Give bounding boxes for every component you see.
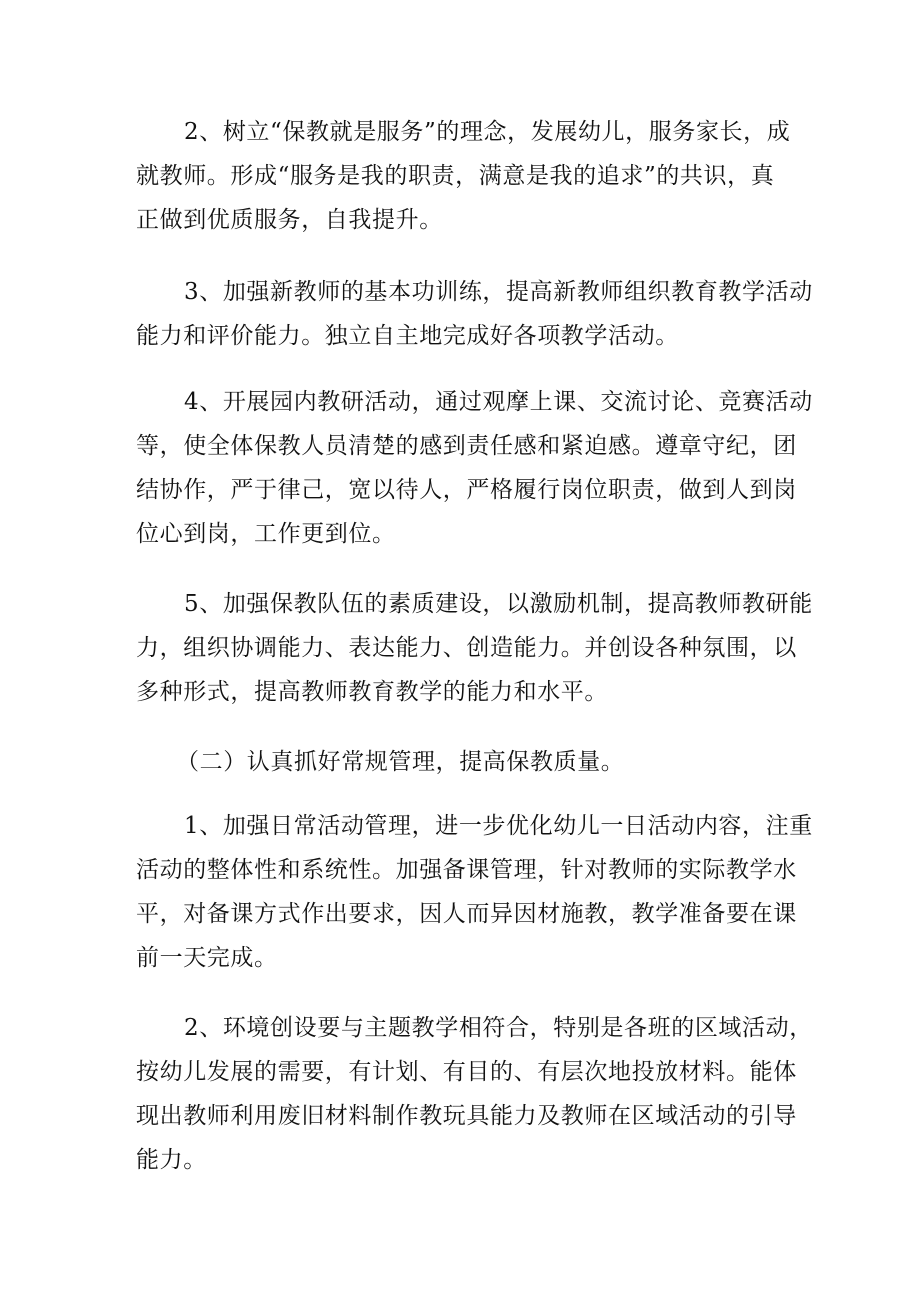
paragraph-item-4-teaching-research: [136, 380, 813, 556]
paragraph-item-3-new-teacher-training: [136, 270, 813, 358]
text-line: 4、开展园内教研活动，通过观摩上课、交流讨论、竞赛活动: [184, 389, 813, 415]
text-line: 平，对备课方式作出要求，因人而异因材施教，教学准备要在课: [136, 901, 797, 927]
text-line: 按幼儿发展的需要，有计划、有目的、有层次地投放材料。能体: [136, 1059, 797, 1085]
text-line: 3、加强新教师的基本功训练，提高新教师组织教育教学活动: [184, 279, 813, 305]
text-line: 结协作，严于律己，宽以待人，严格履行岗位职责，做到人到岗: [136, 477, 797, 503]
text-line: 力，组织协调能力、表达能力、创造能力。并创设各种氛围，以: [136, 635, 797, 661]
text-line: 5、加强保教队伍的素质建设，以激励机制，提高教师教研能: [184, 591, 813, 617]
text-line: 多种形式，提高教师教育教学的能力和水平。: [136, 679, 608, 705]
text-line: 位心到岗，工作更到位。: [136, 521, 396, 547]
text-line: 2、环境创设要与主题教学相符合，特别是各班的区域活动，: [184, 1015, 813, 1041]
text-line: 能力和评价能力。独立自主地完成好各项教学活动。: [136, 323, 679, 349]
paragraph-item-2-service-concept: [136, 110, 796, 242]
paragraph-item-1-daily-activity: [136, 804, 813, 980]
text-line: 能力。: [136, 1147, 207, 1173]
text-line: 正做到优质服务，自我提升。: [136, 207, 443, 233]
paragraph-item-5-team-quality: [136, 582, 813, 714]
text-line: 1、加强日常活动管理，进一步优化幼儿一日活动内容，注重: [184, 813, 813, 839]
heading-line: （二）认真抓好常规管理，提高保教质量。: [176, 749, 625, 775]
text-line: 前一天完成。: [136, 945, 278, 971]
paragraph-item-2-environment-setup: [136, 1006, 813, 1182]
section-heading-routine-management: [136, 740, 796, 784]
text-line: 2、树立“保教就是服务”的理念，发展幼儿，服务家长，成: [184, 119, 791, 145]
text-line: 现出教师利用废旧材料制作教玩具能力及教师在区域活动的引导: [136, 1103, 797, 1129]
text-line: 活动的整体性和系统性。加强备课管理，针对教师的实际教学水: [136, 857, 797, 883]
text-line: 等，使全体保教人员清楚的感到责任感和紧迫感。遵章守纪，团: [136, 433, 797, 459]
text-line: 就教师。形成“服务是我的职责，满意是我的追求”的共识，真: [136, 163, 775, 189]
